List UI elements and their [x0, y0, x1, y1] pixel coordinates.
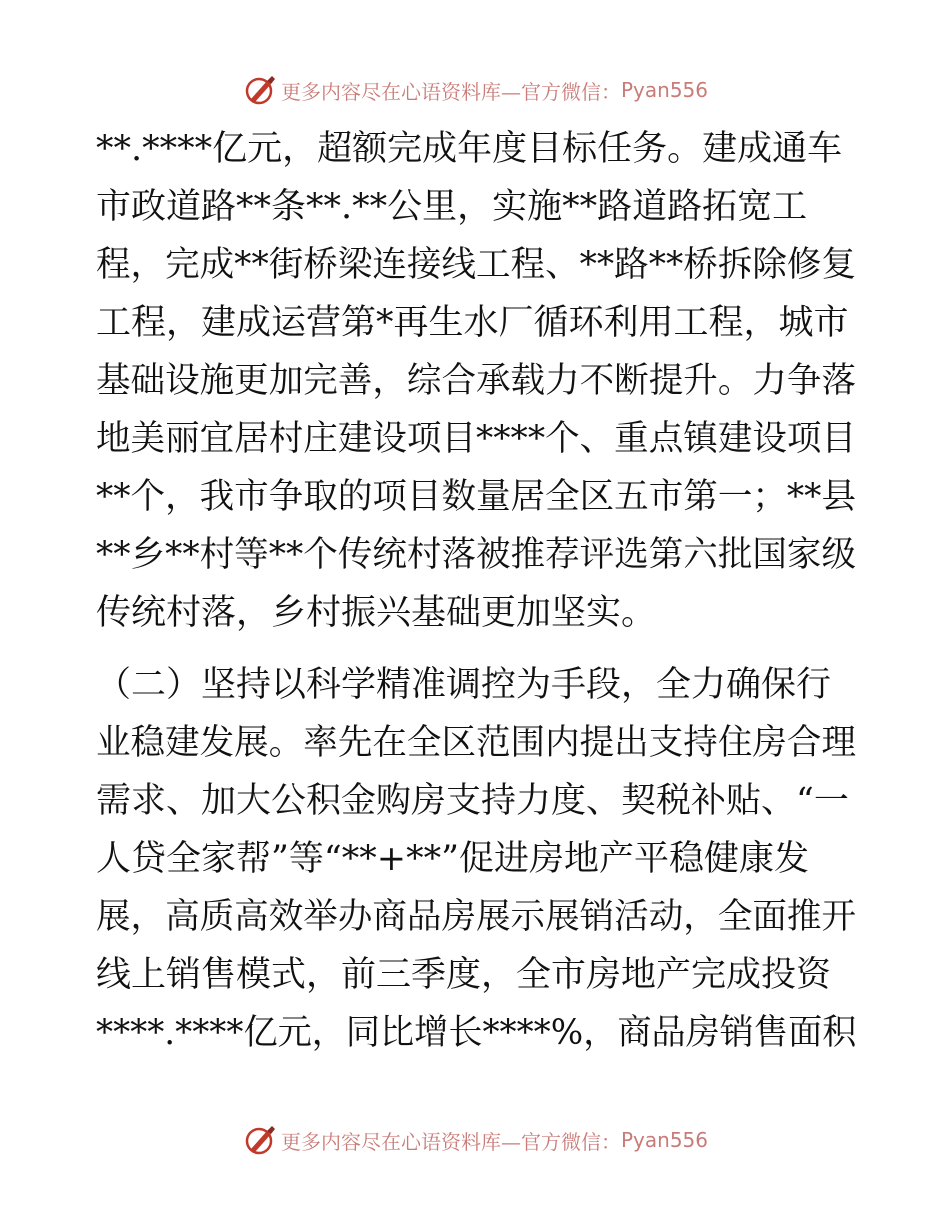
watermark-text: 更多内容尽在心语资料库—官方微信：	[280, 1129, 621, 1154]
watermark-wechat-id: Pyan556	[620, 1128, 708, 1152]
text-line: 市政道路**条**.**公里，实施**路道路拓宽工	[96, 187, 808, 227]
text-line: 人贷全家帮”等“**+**”促进房地产平稳健康发	[96, 839, 810, 879]
text-line: ****.****亿元，同比增长****%，商品房销售面积	[96, 1013, 857, 1053]
text-line: 程，完成**街桥梁连接线工程、**路**桥拆除修复	[96, 245, 857, 285]
text-line: 业稳建发展。率先在全区范围内提出支持住房合理	[96, 723, 857, 763]
text-line: 基础设施更加完善，综合承载力不断提升。力争落	[96, 361, 857, 401]
text-line: 地美丽宜居村庄建设项目****个、重点镇建设项目	[96, 419, 857, 459]
document-body	[96, 120, 856, 1062]
pen-logo-icon	[242, 1122, 278, 1158]
text-line: 工程，建成运营第*再生水厂循环利用工程，城市	[96, 303, 849, 343]
text-line: （二）坚持以科学精准调控为手段，全力确保行	[96, 665, 832, 705]
footer-watermark	[0, 1122, 950, 1158]
text-line: **.****亿元，超额完成年度目标任务。建成通车	[96, 129, 843, 169]
text-line: **乡**村等**个传统村落被推荐评选第六批国家级	[96, 535, 857, 575]
paragraph-2	[96, 656, 856, 1062]
text-line: **个，我市争取的项目数量居全区五市第一；**县	[96, 477, 857, 517]
paragraph-1	[96, 120, 856, 642]
text-line: 需求、加大公积金购房支持力度、契税补贴、“一	[96, 781, 849, 821]
pen-logo-icon	[242, 72, 278, 108]
text-line: 传统村落，乡村振兴基础更加坚实。	[96, 593, 657, 633]
text-line: 展，高质高效举办商品房展示展销活动，全面推开	[96, 897, 857, 937]
text-line: 线上销售模式，前三季度，全市房地产完成投资	[96, 955, 832, 995]
header-watermark	[0, 72, 950, 108]
watermark-wechat-id: Pyan556	[620, 78, 708, 102]
watermark-text: 更多内容尽在心语资料库—官方微信：	[280, 79, 621, 104]
